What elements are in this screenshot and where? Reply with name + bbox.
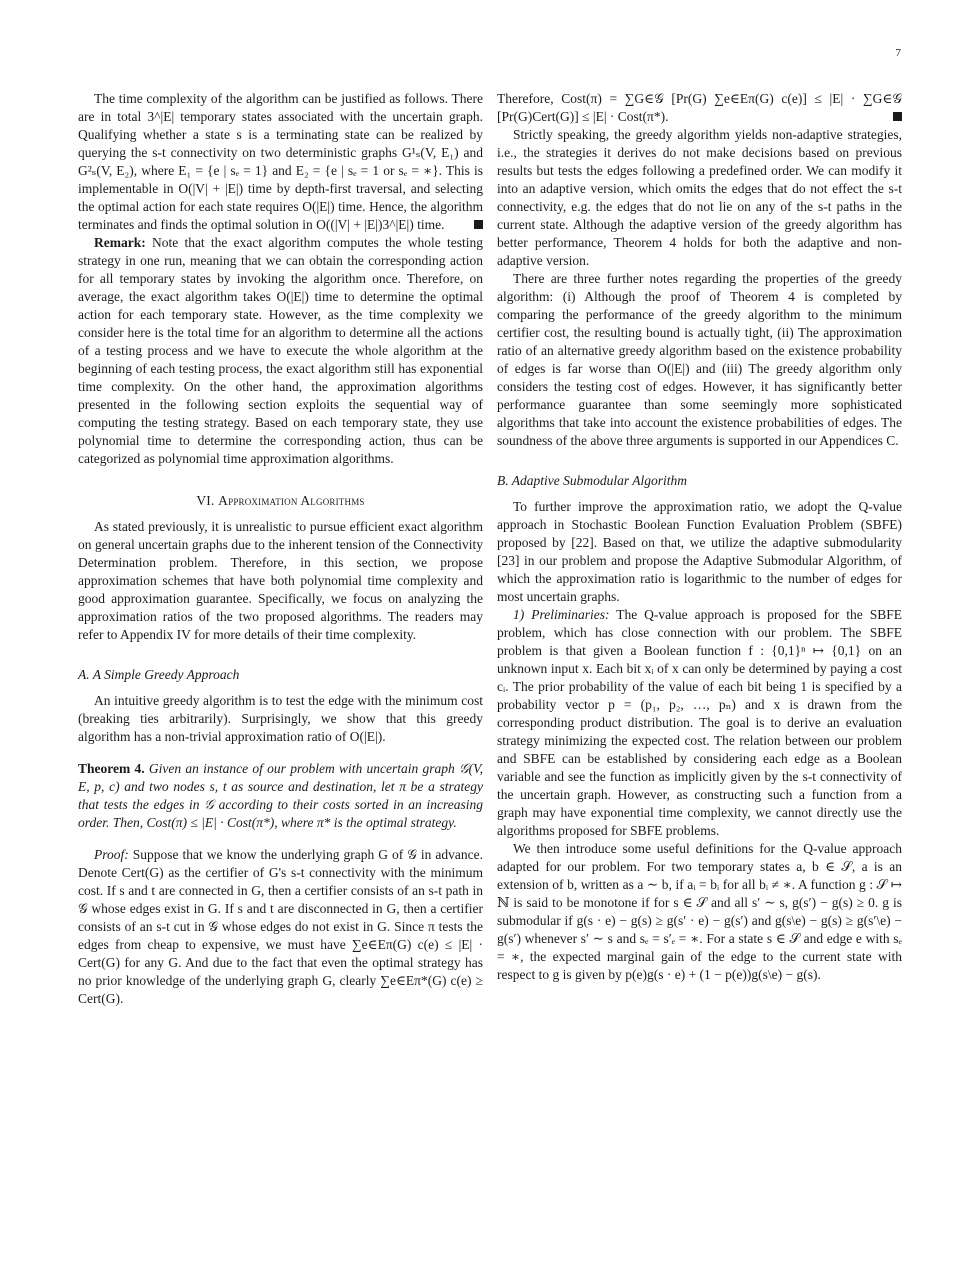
subsection-heading-a: A. A Simple Greedy Approach [78, 667, 240, 682]
paragraph-proof [78, 846, 483, 1008]
right-column [497, 90, 902, 984]
paragraph-preliminaries [497, 606, 902, 840]
proof-text: Suppose that we know the underlying graph G of 𝒢 in advance. Denote Cert(G) as the certifier of G's s-t connectivity with the minimum cost. If s and t are connected in G, then a certifier consists of an s-t path in 𝒢 whose edges exist in G. If s and t are disconnected in G, then a certifier consists of an s-t cut in 𝒢 whose edges do not exist in G. Since π tests the edges from cheap to expensive, we must have ∑e∈Eπ(G) c(e) ≤ |E| · Cert(G) for any G. And due to the fact that even the optimal strategy has no prior knowledge of the underlying graph G, clearly ∑e∈Eπ*(G) c(e) ≥ Cert(G). [78, 847, 483, 1006]
proof-end-text: Therefore, Cost(π) = ∑G∈𝒢 [Pr(G) ∑e∈Eπ(G) c(e)] ≤ |E| · ∑G∈𝒢 [Pr(G)Cert(G)] ≤ |E| · Cost(π*). [497, 91, 902, 124]
remark-label: Remark: [94, 235, 146, 250]
left-column [78, 90, 483, 1008]
page-number: 7 [895, 47, 901, 59]
theorem-label: Theorem 4. [78, 761, 145, 776]
section-heading [78, 492, 483, 510]
preliminaries-text: The Q-value approach is proposed for the SBFE problem, which has close connection with our problem. The SBFE problem is that given a Boolean function f : {0,1}ⁿ ↦ {0,1} on an unknown input x. Each bit xᵢ of x can only be determined by paying a cost cᵢ. The prior probability of the value of each bit being 1 is specified by a probability vector p = (p₁, p₂, …, pₙ) and x is drawn from the corresponding product distribution. The goal is to derive an evaluation strategy minimizing the expected cost. The relation between our problem and SBFE can be established by considering each edge as a Boolean variable and see the function as implicitly given by the s-t connectivity of the uncertain graph. However, as constructing such a function from a graph may have exponential time complexity, we cannot directly use the algorithms proposed for SBFE problems. [497, 607, 902, 838]
theorem-text: Given an instance of our problem with uncertain graph 𝒢(V, E, p, c) and two nodes s, t as source and destination, let π be a strategy that tests the edges in 𝒢 according to their costs sorted in an increasing order. Then, Cost(π) ≤ |E| · Cost(π*), where π* is the optimal strategy. [78, 761, 483, 830]
paragraph-notes: There are three further notes regarding the properties of the greedy algorithm: (i) Although the proof of Theorem 4 is completed by comparing the performance of the greedy algorithm to the minimum certifier cost, the resulting bound is actually tight, (ii) The approximation ratio of an alternative greedy algorithm based on the existence probability of edges is far worse than O(|E|) and (iii) The greedy algorithm only considers the testing cost of edges. However, it has significantly better performance guarantee than some seemingly more sophisticated algorithms that take into account the existence probabilities of edges. The soundness of the above three arguments is supported in our Appendices C. [497, 271, 902, 448]
proof-label: Proof: [94, 847, 129, 862]
paragraph-definitions: We then introduce some useful definitions for the Q-value approach adapted for our problem. For two temporary states a, b ∈ 𝒮, a is an extension of b, written as a ∼ b, if aᵢ = bᵢ for all bᵢ ≠ ∗. A function g : 𝒮 ↦ ℕ is said to be monotone if for s ∈ 𝒮 and all s′ ∼ s, g(s′) − g(s) ≥ 0. g is submodular if g(s · e) − g(s) ≥ g(s′ · e) − g(s′) and g(s\e) − g(s) ≥ g(s′\e) − g(s′) whenever s′ ∼ s and sₑ = s′ₑ = ∗. For a state s ∈ 𝒮 and edge e with sₑ = ∗, the expected marginal gain of the edge to the current state with respect to g is given by p(e)g(s · e) + (1 − p(e))g(s\e) − g(s). [497, 841, 902, 982]
paragraph-proof-end [497, 90, 902, 126]
paragraph-adaptive: Strictly speaking, the greedy algorithm yields non-adaptive strategies, i.e., the strategies it derives do not make decisions based on previous results but tests the edges following a predefined order. We can modify it into an adaptive version, which omits the edges that do not effect the s-t connectivity, e.g. the edges that do not lie on any of the s-t paths in the current state. Although the adaptive version of the greedy algorithm has better performance, Theorem 4 holds for both the adaptive and non-adaptive version. [497, 127, 902, 268]
qed-box-icon [893, 112, 902, 121]
section-number: VI. [196, 493, 215, 508]
paragraph-remark [78, 234, 483, 468]
remark-text: Note that the exact algorithm computes the whole testing strategy in one run, meaning that we can obtain the corresponding action for all temporary states by invoking the algorithm once. Therefore, on average, the exact algorithm takes O(|E|) time to determine the optimal action for each temporary state. However, as the time complexity we consider here is the total time for an algorithm to determine all the actions of a testing process and we have to execute the whole algorithm at the beginning of each testing process, the exact algorithm still has exponential time complexity. On the other hand, the approximation algorithms presented in the following section exploits the sequential way of computing the testing strategy. Based on each temporary state, they use polynomial time to determine the corresponding action, thus can be categorized as polynomial time approximation algorithms. [78, 235, 483, 466]
subsection-heading-b: B. Adaptive Submodular Algorithm [497, 473, 687, 488]
preliminaries-label: 1) Preliminaries: [513, 607, 610, 622]
paragraph-time-complexity [78, 90, 483, 234]
paragraph-greedy: An intuitive greedy algorithm is to test the edge with the minimum cost (breaking ties arbitrarily). Surprisingly, we show that this greedy algorithm has a non-trivial approximation ratio of O(|E|). [78, 693, 483, 744]
paragraph-qvalue: To further improve the approximation ratio, we adopt the Q-value approach in Stochastic Boolean Function Evaluation Problem (SBFE) proposed by [22]. Based on that, we utilize the adaptive submodularity [23] in our problem and propose the Adaptive Submodular Algorithm, of which the approximation ratio is logarithmic to the number of edges for most uncertain graphs. [497, 499, 902, 604]
paragraph-text: The time complexity of the algorithm can be justified as follows. There are in total 3^|E| temporary states associated with the uncertain graph. Qualifying whether a state s is a terminating state can be realized by querying the s-t connectivity on two deterministic graphs G¹ₛ(V, E₁) and G²ₛ(V, E₂), where E₁ = {e | sₑ = 1} and E₂ = {e | sₑ = 1 or sₑ = ∗}. This is implementable in O(|V| + |E|) time by depth-first traversal, and selecting the optimal action for each state requires O(|E|) time. Hence, the algorithm terminates and finds the optimal solution in O((|V| + |E|)3^|E|) time. [78, 91, 483, 232]
qed-box-icon [474, 220, 483, 229]
section-title: Approximation Algorithms [218, 493, 365, 508]
theorem-4 [78, 760, 483, 832]
paragraph-section-intro: As stated previously, it is unrealistic to pursue efficient exact algorithm on general uncertain graphs due to the inherent tension of the Connectivity Determination problem. Therefore, in this section, we propose approximation schemes that have both polynomial time complexity and good approximation guarantee. Specifically, we focus on analyzing the approximation ratios of the two proposed algorithms. The readers may refer to Appendix IV for more details of their time complexity. [78, 519, 483, 642]
